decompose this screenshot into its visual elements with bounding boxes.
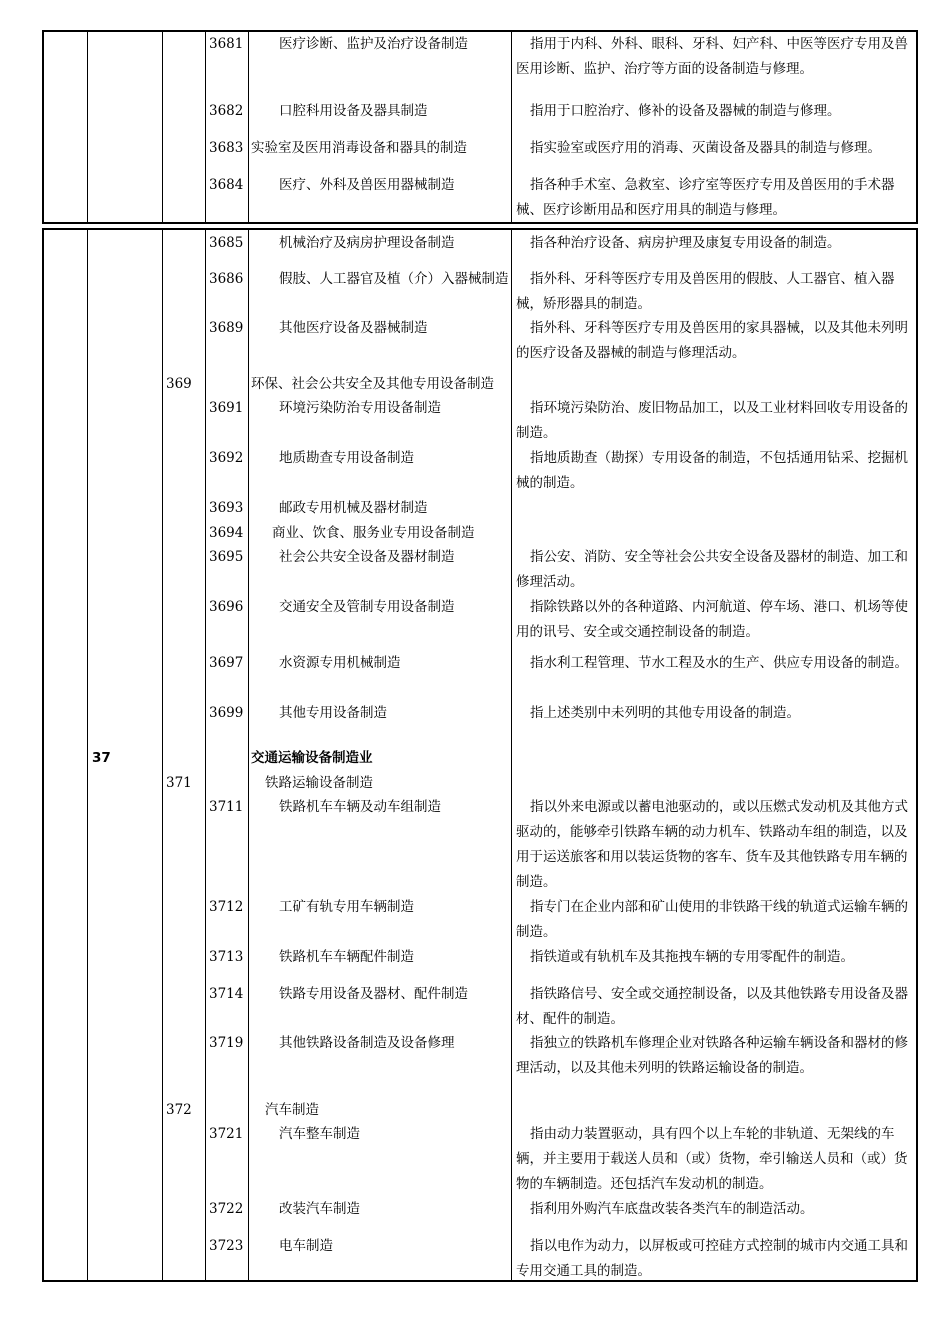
class-code: 3719 [209,1035,244,1051]
class-description: 指地质勘查（勘探）专用设备的制造，不包括通用钻采、挖掘机械的制造。 [516,450,908,491]
class-name: 邮政专用机械及器材制造 [279,500,428,516]
column-divider [87,32,88,222]
class-code: 3684 [209,177,244,193]
class-name: 水资源专用机械制造 [279,655,401,671]
class-name: 铁路机车车辆及动车组制造 [279,799,441,815]
class-name: 医疗、外科及兽医用器械制造 [279,177,455,193]
class-code: 3712 [209,899,244,915]
class-code: 3696 [209,599,244,615]
class-code: 3685 [209,235,244,251]
class-code: 3683 [209,140,244,156]
column-divider [205,32,206,222]
class-code: 3695 [209,549,244,565]
class-description: 指环境污染防治、废旧物品加工，以及工业材料回收专用设备的制造。 [516,400,908,441]
class-code: 3682 [209,103,244,119]
class-description: 指外科、牙科等医疗专用及兽医用的假肢、人工器官、植入器械，矫形器具的制造。 [516,271,895,312]
class-name: 环境污染防治专用设备制造 [279,400,441,416]
class-name: 其他铁路设备制造及设备修理 [279,1035,455,1051]
class-description: 指各种手术室、急救室、诊疗室等医疗专用及兽医用的手术器械、医疗诊断用品和医疗用具的制造与修理。 [516,177,895,218]
division-code: 37 [92,750,111,766]
class-description: 指除铁路以外的各种道路、内河航道、停车场、港口、机场等使用的讯号、安全或交通控制设备的制造。 [516,599,908,640]
group-code: 369 [166,376,192,392]
class-description: 指用于口腔治疗、修补的设备及器械的制造与修理。 [530,103,841,119]
class-description: 指以外来电源或以蓄电池驱动的，或以压燃式发动机及其他方式驱动的，能够牵引铁路车辆的动力机车、铁路动车组的制造，以及用于运送旅客和用以装运货物的客车、货车及其他铁路专用车辆的制造。 [516,799,908,890]
class-description: 指由动力装置驱动，具有四个以上车轮的非轨道、无架线的车辆，并主要用于载送人员和（或）货物，牵引输送人员和（或）货物的车辆制造。还包括汽车发动机的制造。 [516,1126,908,1192]
class-code: 3714 [209,986,244,1002]
class-name: 假肢、人工器官及植（介）入器械制造 [279,271,509,287]
classification-table-continued [42,30,918,224]
class-code: 3722 [209,1201,244,1217]
class-code: 3694 [209,525,244,541]
class-name: 电车制造 [279,1238,333,1254]
class-name: 改装汽车制造 [279,1201,360,1217]
class-name: 其他医疗设备及器械制造 [279,320,428,336]
division-name: 交通运输设备制造业 [251,750,373,766]
class-code: 3681 [209,36,244,52]
class-description: 指铁道或有轨机车及其拖拽车辆的专用零配件的制造。 [530,949,854,965]
class-code: 3711 [209,799,244,815]
class-name: 其他专用设备制造 [279,705,387,721]
column-divider [248,230,249,1280]
column-divider [162,230,163,1280]
class-name: 机械治疗及病房护理设备制造 [279,235,455,251]
class-description: 指以电作为动力，以屏板或可控硅方式控制的城市内交通工具和专用交通工具的制造。 [516,1238,908,1279]
class-description: 指专门在企业内部和矿山使用的非铁路干线的轨道式运输车辆的制造。 [516,899,908,940]
class-code: 3692 [209,450,244,466]
group-name: 铁路运输设备制造 [265,775,373,791]
classification-table [42,228,918,1282]
class-code: 3693 [209,500,244,516]
class-code: 3686 [209,271,244,287]
class-name: 铁路机车车辆配件制造 [279,949,414,965]
class-description: 指上述类别中未列明的其他专用设备的制造。 [530,705,800,721]
class-description: 指实验室或医疗用的消毒、灭菌设备及器具的制造与修理。 [530,140,881,156]
class-description: 指利用外购汽车底盘改装各类汽车的制造活动。 [530,1201,814,1217]
class-name: 实验室及医用消毒设备和器具的制造 [251,140,467,156]
class-description: 指各种治疗设备、病房护理及康复专用设备的制造。 [530,235,841,251]
group-name: 环保、社会公共安全及其他专用设备制造 [251,376,494,392]
class-code: 3713 [209,949,244,965]
class-code: 3699 [209,705,244,721]
column-divider [205,230,206,1280]
class-name: 交通安全及管制专用设备制造 [279,599,455,615]
class-name: 工矿有轨专用车辆制造 [279,899,414,915]
class-name: 社会公共安全设备及器材制造 [279,549,455,565]
group-code: 371 [166,775,192,791]
class-description: 指铁路信号、安全或交通控制设备，以及其他铁路专用设备及器材、配件的制造。 [516,986,908,1027]
class-description: 指用于内科、外科、眼科、牙科、妇产科、中医等医疗专用及兽医用诊断、监护、治疗等方面的设备制造与修理。 [516,36,908,77]
class-code: 3691 [209,400,244,416]
class-name: 铁路专用设备及器材、配件制造 [279,986,468,1002]
class-name: 汽车整车制造 [279,1126,360,1142]
class-name: 医疗诊断、监护及治疗设备制造 [279,36,468,52]
group-code: 372 [166,1102,192,1118]
column-divider [248,32,249,222]
class-name: 商业、饮食、服务业专用设备制造 [272,525,475,541]
class-description: 指独立的铁路机车修理企业对铁路各种运输车辆设备和器材的修理活动，以及其他未列明的铁路运输设备的制造。 [516,1035,908,1076]
group-name: 汽车制造 [265,1102,319,1118]
class-name: 地质勘查专用设备制造 [279,450,414,466]
class-code: 3697 [209,655,244,671]
class-code: 3723 [209,1238,244,1254]
class-description: 指外科、牙科等医疗专用及兽医用的家具器械，以及其他未列明的医疗设备及器械的制造与修理活动。 [516,320,908,361]
column-divider [162,32,163,222]
class-code: 3721 [209,1126,244,1142]
class-description: 指公安、消防、安全等社会公共安全设备及器材的制造、加工和修理活动。 [516,549,908,590]
class-name: 口腔科用设备及器具制造 [279,103,428,119]
column-divider [87,230,88,1280]
class-description: 指水利工程管理、节水工程及水的生产、供应专用设备的制造。 [530,655,908,671]
class-code: 3689 [209,320,244,336]
